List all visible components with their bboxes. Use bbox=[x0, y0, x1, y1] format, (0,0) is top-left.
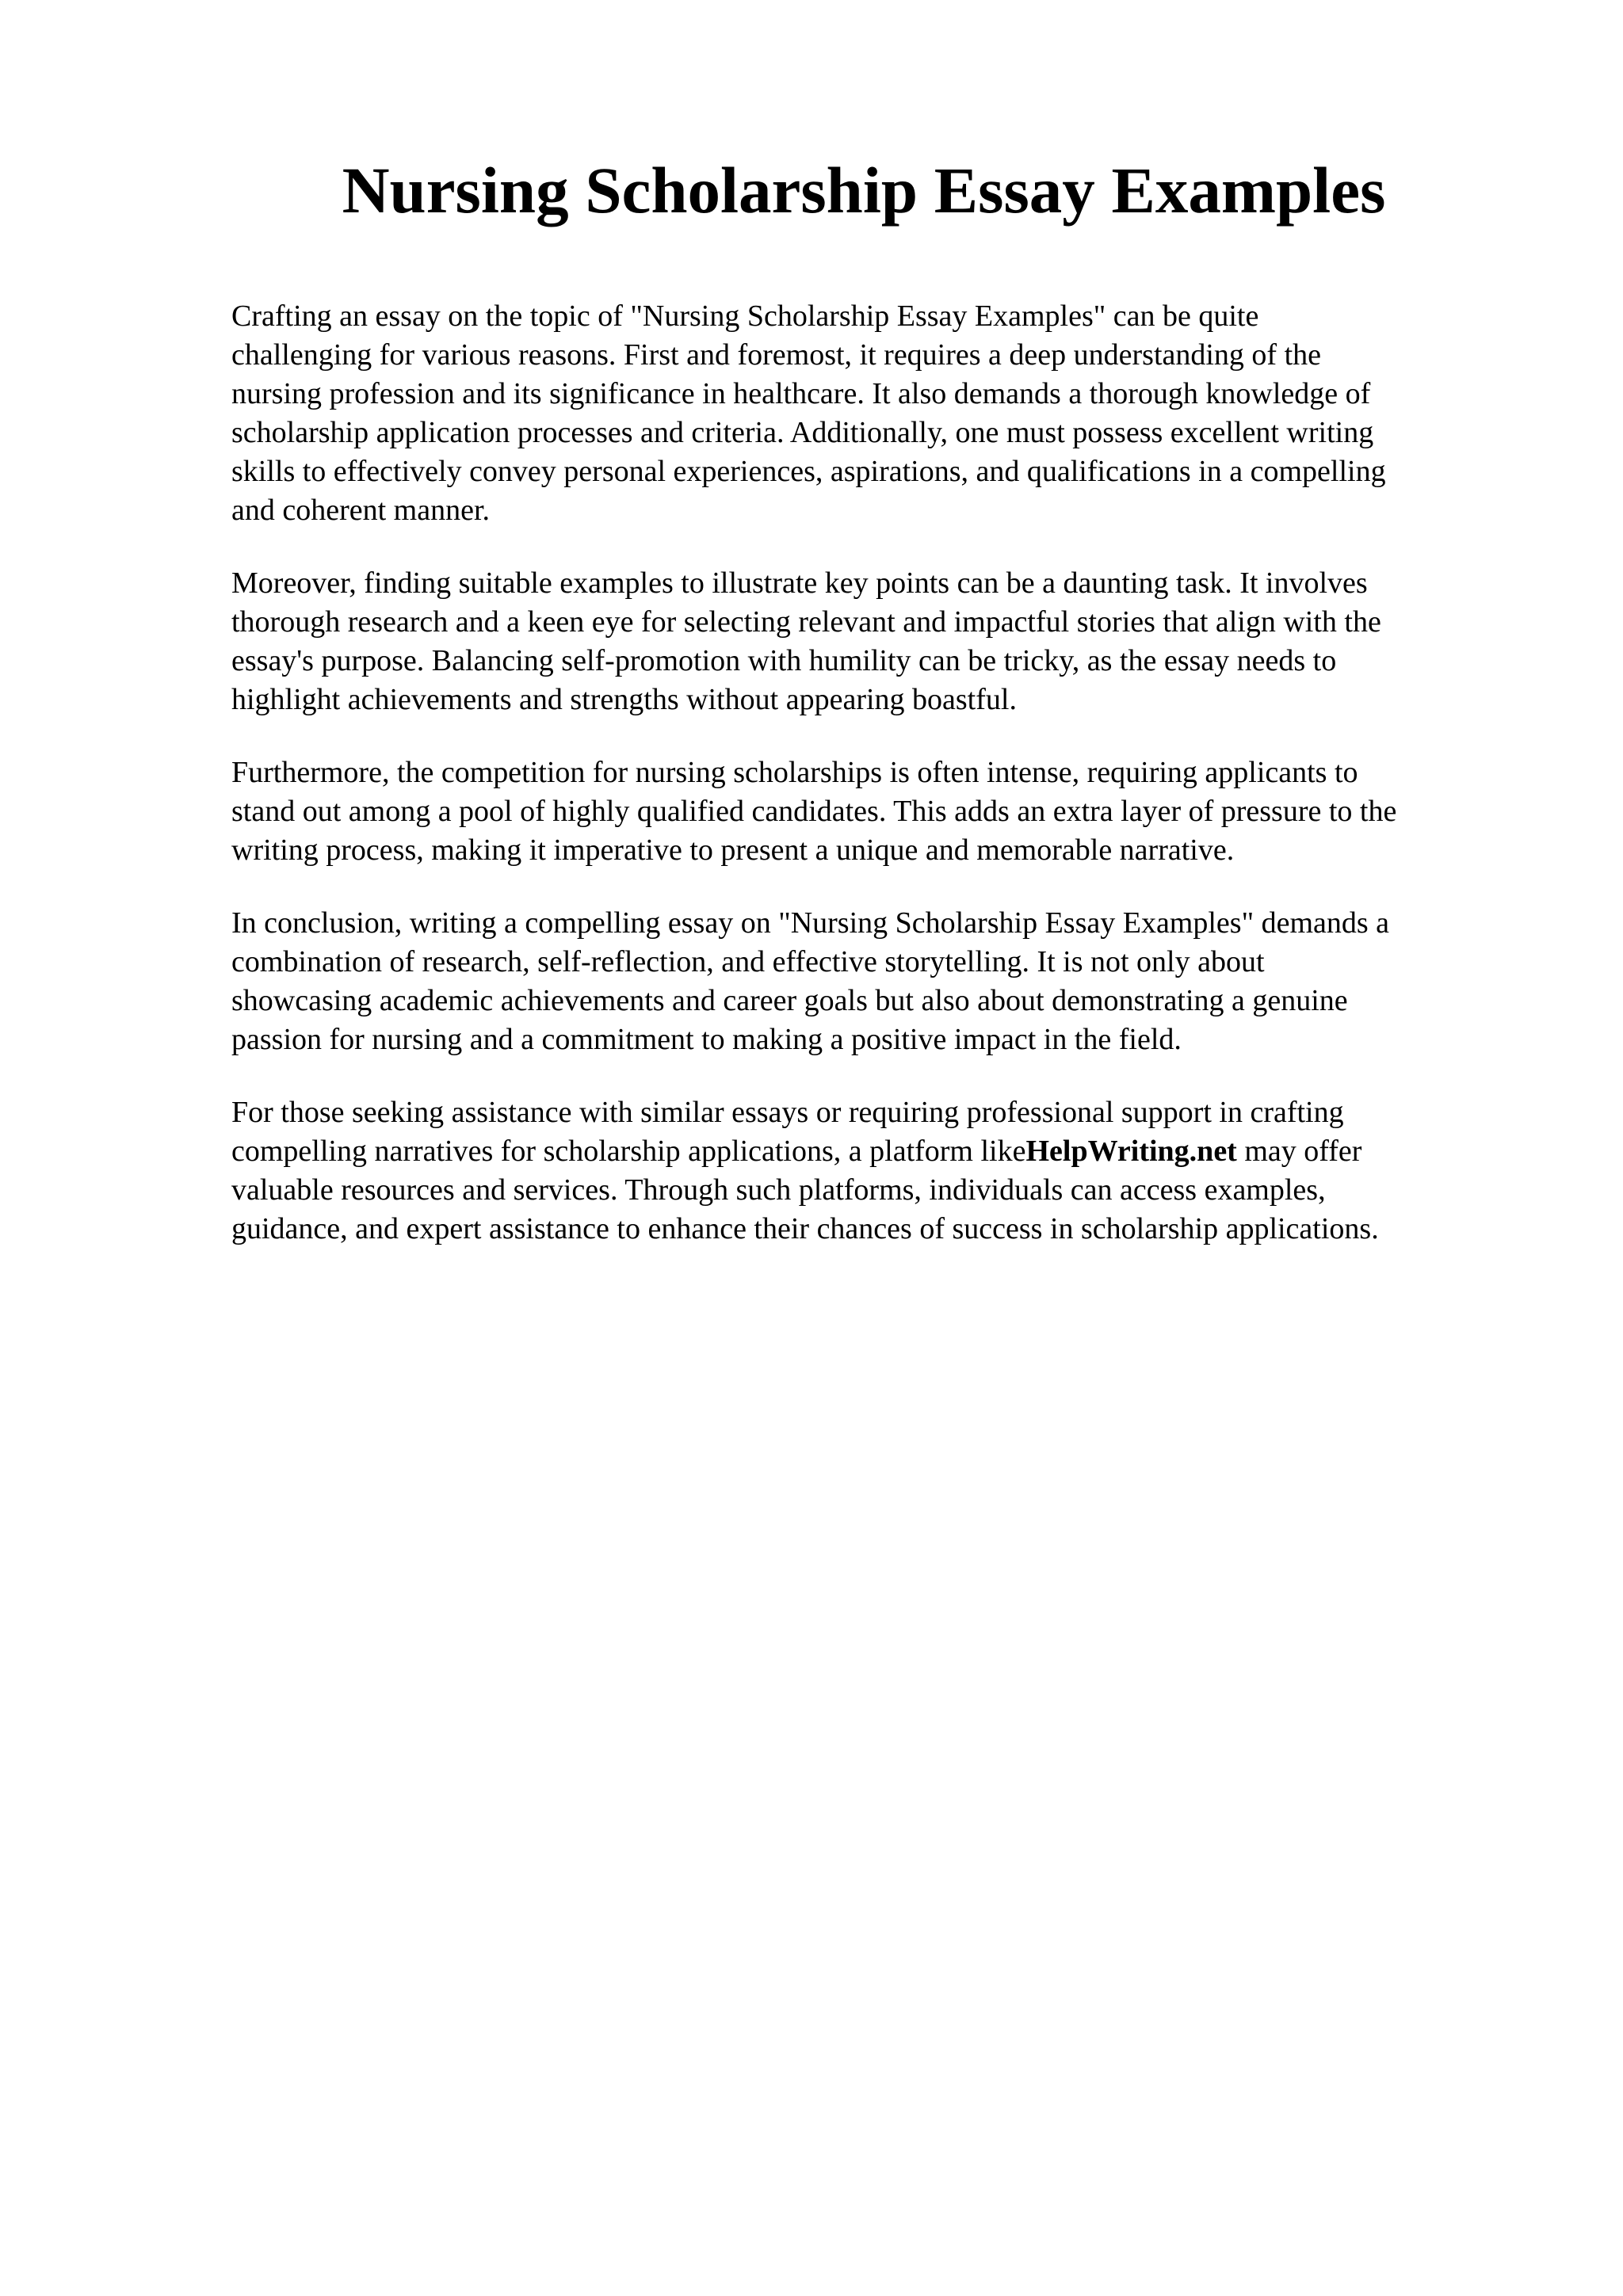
text-segment: compelling narratives for scholarship applications, a platform like bbox=[231, 1135, 1026, 1168]
text-line: highlight achievements and strengths without appearing boastful. bbox=[231, 683, 1017, 716]
helpwriting-link[interactable]: HelpWriting.net bbox=[1025, 1135, 1237, 1168]
document-body bbox=[231, 297, 1579, 1283]
text-segment: may offer bbox=[1236, 1135, 1362, 1168]
text-line: passion for nursing and a commitment to making a positive impact in the field. bbox=[231, 1023, 1182, 1056]
text-line: skills to effectively convey personal experiences, aspirations, and qualifications in a compelling bbox=[231, 455, 1386, 488]
text-line: In conclusion, writing a compelling essay on "Nursing Scholarship Essay Examples" demands a bbox=[231, 906, 1390, 940]
text-line: showcasing academic achievements and career goals but also about demonstrating a genuine bbox=[231, 984, 1348, 1017]
text-line: nursing profession and its significance in healthcare. It also demands a thorough knowledge of bbox=[231, 377, 1371, 410]
text-line: Crafting an essay on the topic of "Nursing Scholarship Essay Examples" can be quite bbox=[231, 299, 1259, 333]
text-line: For those seeking assistance with similar essays or requiring professional support in crafting bbox=[231, 1096, 1344, 1129]
text-line: writing process, making it imperative to present a unique and memorable narrative. bbox=[231, 833, 1235, 867]
text-line: thorough research and a keen eye for selecting relevant and impactful stories that align with the bbox=[231, 605, 1381, 639]
paragraph-4 bbox=[231, 904, 1579, 1059]
text-line bbox=[231, 1132, 1579, 1171]
text-line: and coherent manner. bbox=[231, 494, 491, 527]
paragraph-3 bbox=[231, 753, 1579, 870]
document-title: Nursing Scholarship Essay Examples bbox=[342, 154, 1386, 227]
text-line: essay's purpose. Balancing self-promotion with humility can be tricky, as the essay needs to bbox=[231, 644, 1337, 677]
text-line: stand out among a pool of highly qualified candidates. This adds an extra layer of pressure to the bbox=[231, 795, 1397, 828]
paragraph-1 bbox=[231, 297, 1579, 530]
text-line: Furthermore, the competition for nursing scholarships is often intense, requiring applicants to bbox=[231, 756, 1358, 789]
text-line: scholarship application processes and criteria. Additionally, one must possess excellent writing bbox=[231, 416, 1374, 449]
paragraph-2 bbox=[231, 564, 1579, 719]
paragraph-5 bbox=[231, 1093, 1579, 1249]
text-line: challenging for various reasons. First and foremost, it requires a deep understanding of the bbox=[231, 338, 1322, 372]
text-line: valuable resources and services. Through such platforms, individuals can access examples, bbox=[231, 1173, 1326, 1207]
text-line: guidance, and expert assistance to enhance their chances of success in scholarship applications. bbox=[231, 1212, 1379, 1245]
text-line: combination of research, self-reflection, and effective storytelling. It is not only about bbox=[231, 945, 1265, 978]
text-line: Moreover, finding suitable examples to illustrate key points can be a daunting task. It involves bbox=[231, 566, 1368, 600]
